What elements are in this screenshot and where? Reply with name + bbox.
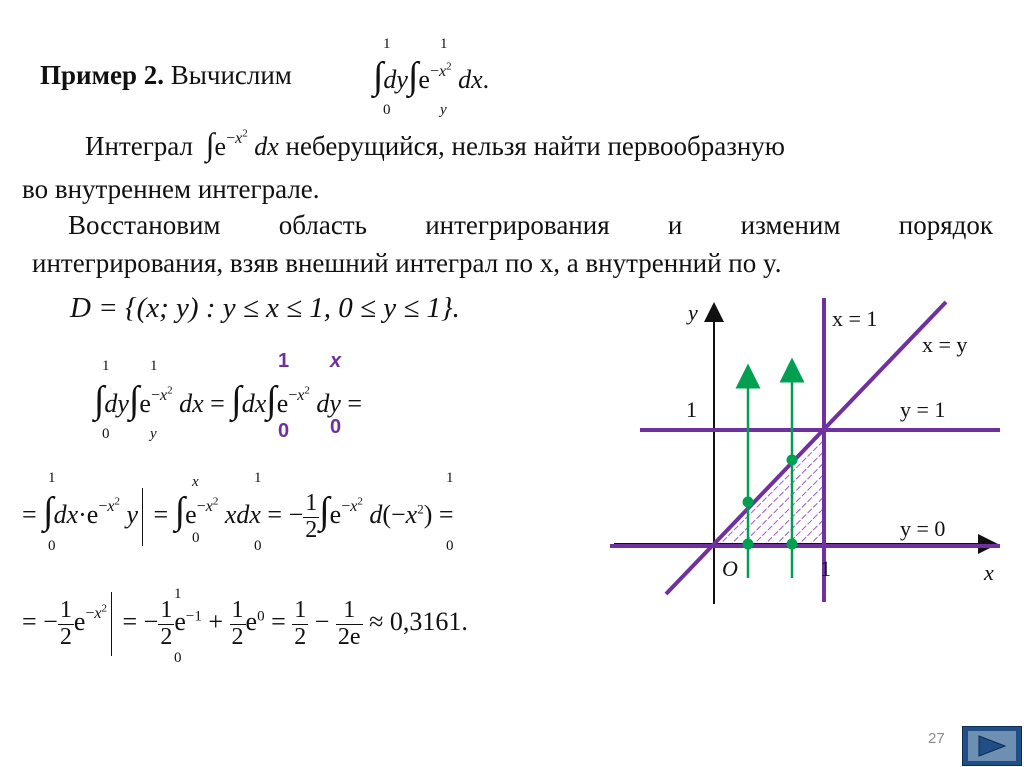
integral-word: Интеграл bbox=[85, 131, 193, 161]
point-enter-2 bbox=[787, 539, 798, 550]
y-tick-1: 1 bbox=[686, 397, 697, 422]
origin-label: O bbox=[722, 556, 738, 581]
point-exit-2 bbox=[787, 455, 798, 466]
restore-line-2: интегрирования, взяв внешний интеграл по x, а внутренний по y. bbox=[32, 248, 782, 278]
inner-integral-text: во внутреннем интеграле. bbox=[22, 174, 320, 204]
new-inner-upper: x bbox=[330, 350, 342, 372]
y-axis-label: y bbox=[688, 300, 698, 325]
non-elementary-text: неберущийся, нельзя найти первообразную bbox=[285, 131, 785, 161]
result-value: ≈ 0,3161. bbox=[369, 606, 468, 636]
line-x-equals-y bbox=[666, 302, 946, 594]
example-label: Пример 2. bbox=[40, 60, 164, 90]
label-y-equals-1: y = 1 bbox=[900, 397, 946, 422]
example-heading bbox=[40, 62, 292, 89]
new-outer-upper: 1 bbox=[278, 350, 290, 372]
equation-swap: 1 0 1 y $\int dy\int e^{-x^2}$ dx = $\int dx\int e^{-x^2}$ dy = bbox=[94, 358, 363, 442]
region-graph bbox=[600, 290, 1010, 620]
equation-result: 1 0 = − $\frac{1}{2}$ $e^{-x^2}$ = − $\frac{1}{2}$ $e^{-1}$ + $\frac{1}{2}$ $e^0$ = $\frac{1}{2}$ − $\frac{1}{2e}$ ≈ 0,3161. bbox=[22, 586, 468, 666]
new-outer-lower: 0 bbox=[278, 420, 290, 442]
domain-formula: D = {(x; y) : y ≤ x ≤ 1, 0 ≤ y ≤ 1}. bbox=[70, 292, 460, 324]
page-number: 27 bbox=[928, 730, 945, 747]
label-x-equals-y: x = y bbox=[922, 332, 968, 357]
label-x-equals-1: x = 1 bbox=[832, 306, 878, 331]
intro-line: Интеграл $\int e^{-x^2}$ dx неберущийся, нельзя найти первообразную bbox=[85, 126, 785, 162]
x-tick-1: 1 bbox=[820, 556, 831, 581]
next-slide-button[interactable] bbox=[962, 726, 1022, 766]
equation-inner-eval: 1 0 x 0 1 0 1 0 = $\int dx\cdot e^{-x^2}$ $y = \int e^{-x^2}$ xdx = − $\frac{1}{2}$ $\int e^{-x^2}$ $d(-x^2)$ = bbox=[22, 470, 454, 554]
task-integral: 1 0 1 y $\int dy\int e^{-x^2}$ dx. bbox=[373, 36, 490, 118]
restore-line-1: Восстановим область интегрирования и изменим порядок bbox=[68, 210, 993, 240]
x-axis-label: x bbox=[984, 560, 994, 585]
label-y-equals-0: y = 0 bbox=[900, 516, 946, 541]
point-exit-1 bbox=[743, 497, 754, 508]
compute-word: Вычислим bbox=[170, 60, 292, 90]
new-inner-lower: 0 bbox=[330, 416, 342, 438]
next-arrow-icon bbox=[977, 734, 1007, 758]
point-enter-1 bbox=[743, 539, 754, 550]
